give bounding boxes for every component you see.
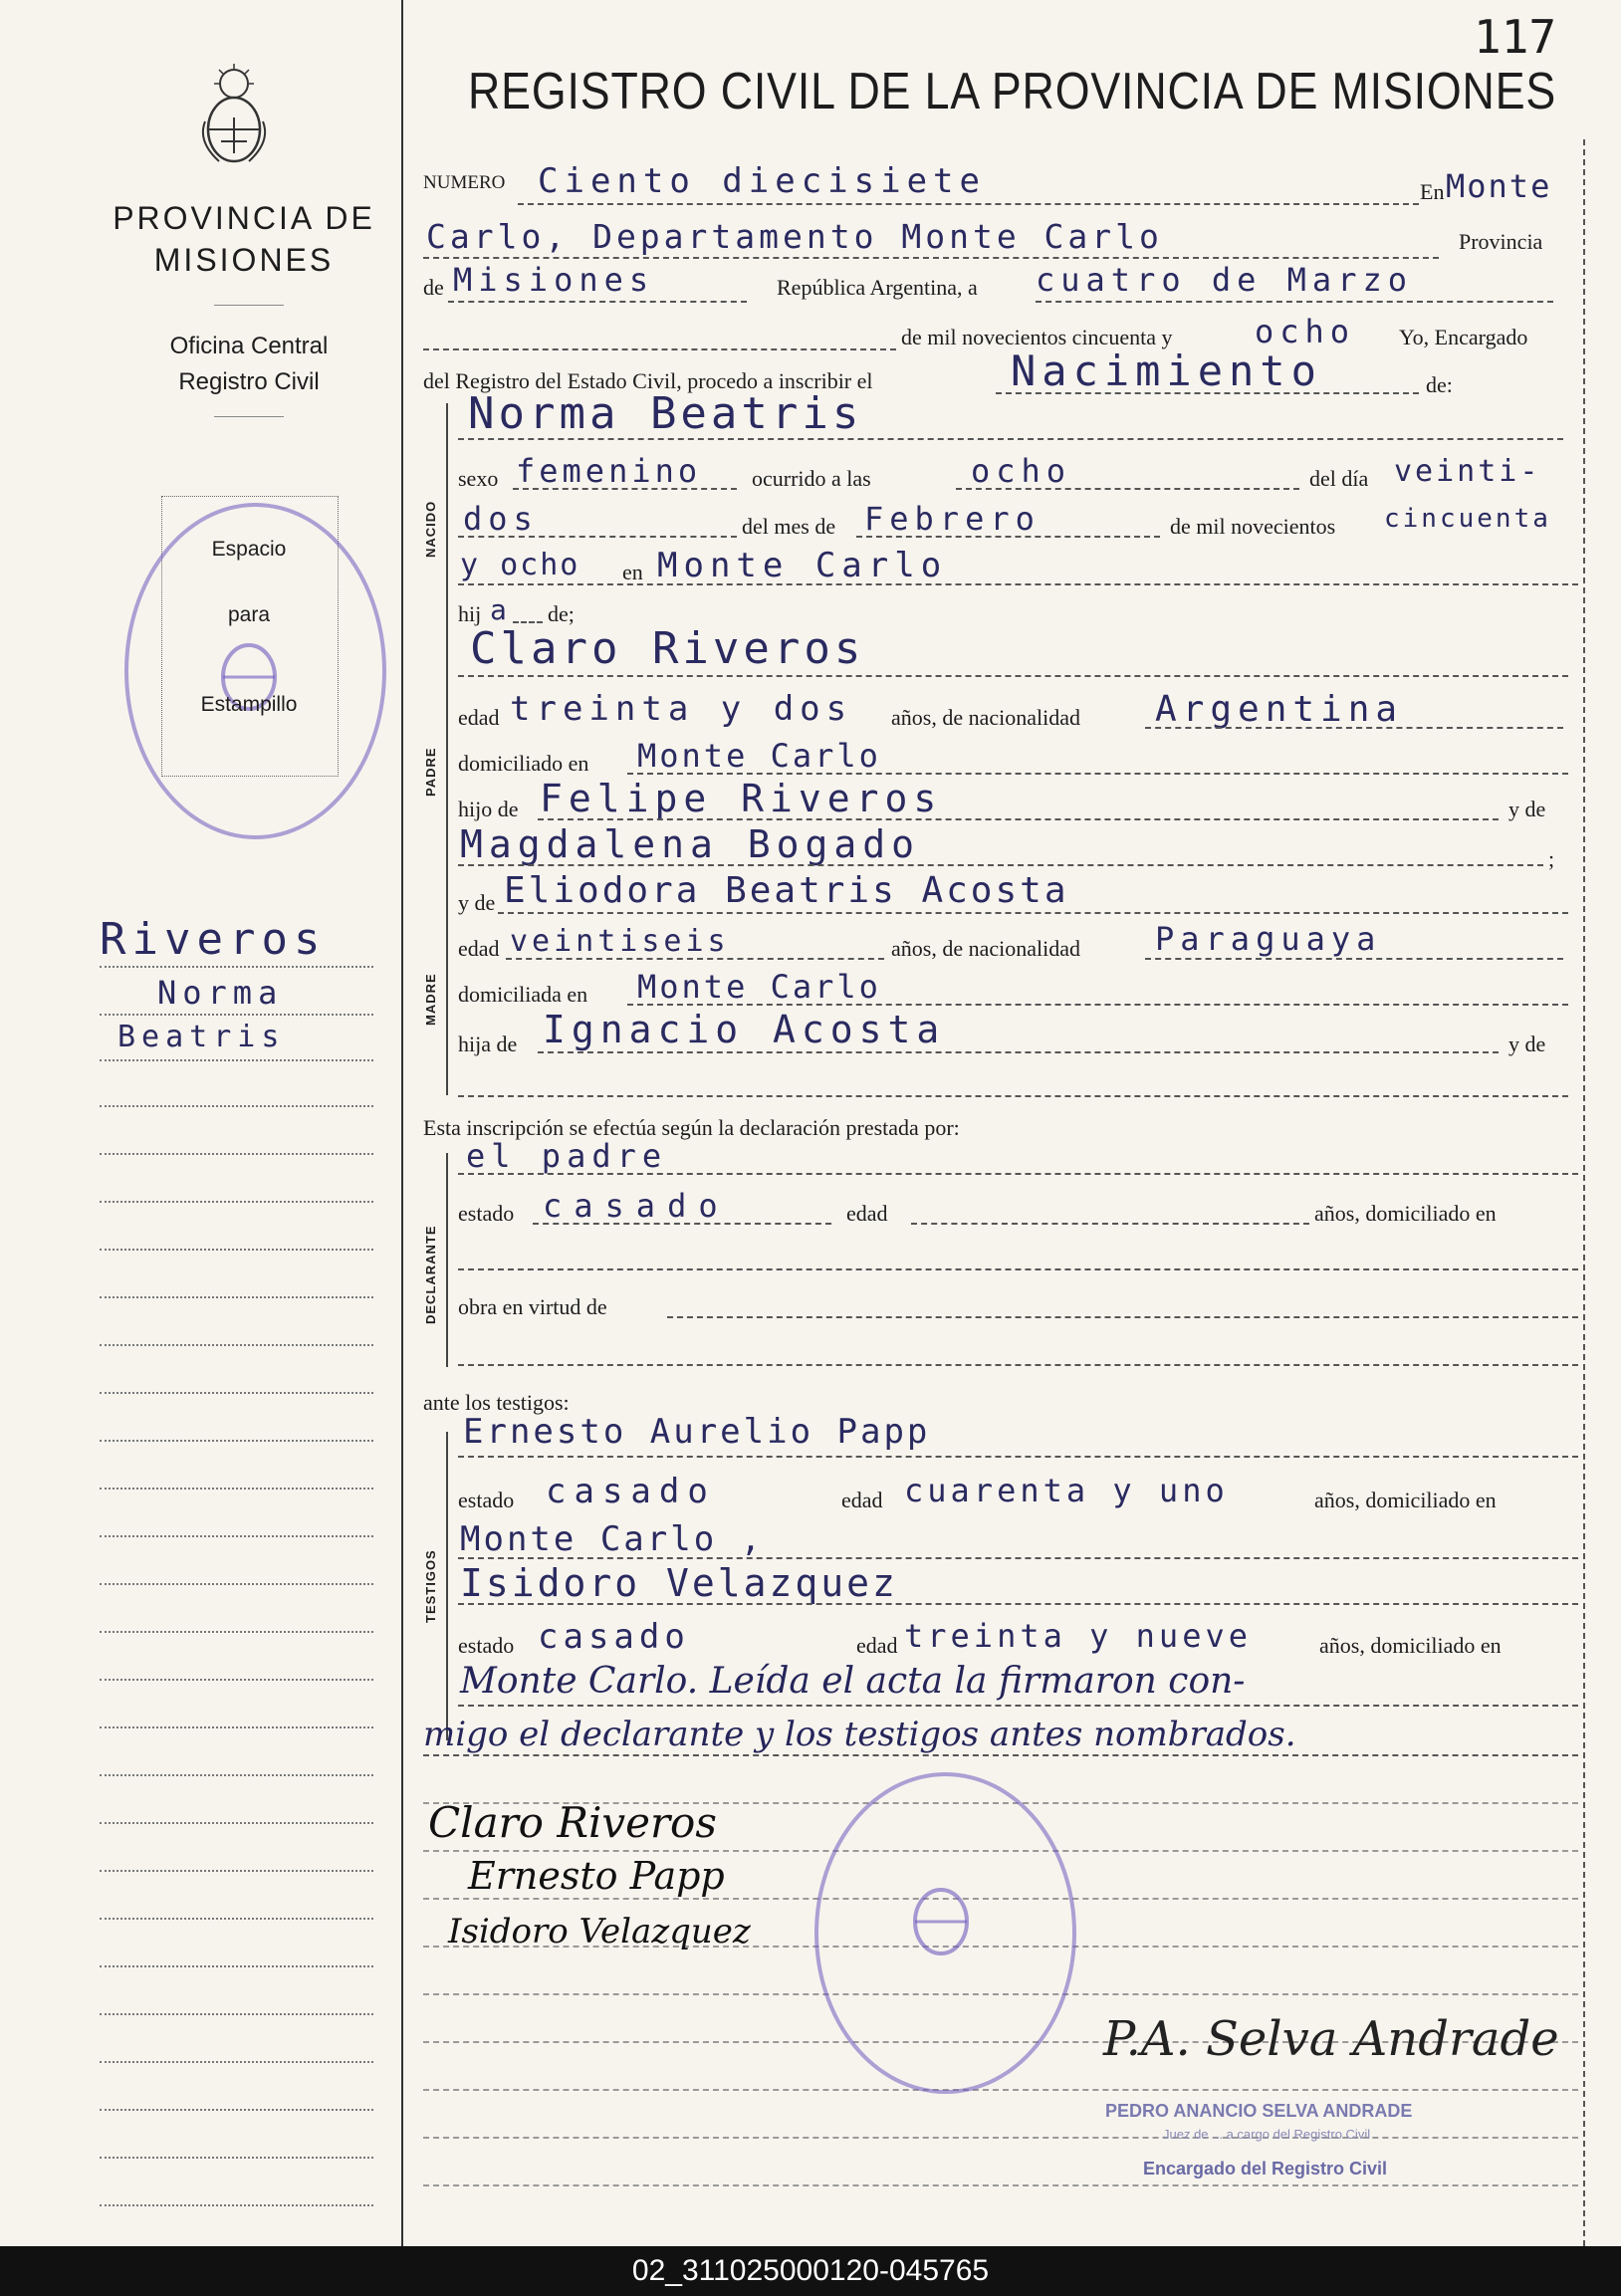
madre-edad-label: edad (458, 936, 500, 961)
rule (667, 1316, 1578, 1318)
margin-rule (100, 1488, 373, 1490)
declarante-edad-label: edad (846, 1201, 888, 1226)
madre-father-value: Ignacio Acosta (543, 1008, 946, 1051)
year-text-a: de mil novecientos cincuenta y (901, 325, 1173, 349)
margin-rule (100, 1774, 373, 1776)
margin-rule (100, 1870, 373, 1872)
year-value: ocho (1255, 313, 1356, 350)
margin-rule (100, 2157, 373, 2159)
signature-rule (423, 2137, 1578, 2139)
testigos-intro: ante los testigos: (423, 1390, 570, 1415)
section-label-padre: PADRE (423, 747, 438, 797)
section-label-declarante: DECLARANTE (423, 1225, 438, 1324)
nacido-name-value: Norma Beatris (468, 388, 863, 439)
margin-rule (100, 1631, 373, 1633)
padre-nac-value: Argentina (1155, 689, 1404, 730)
margin-surname: Riveros (100, 914, 327, 965)
rule (498, 912, 1568, 914)
rule (458, 1364, 1578, 1366)
office-line-2: Registro Civil (178, 368, 320, 395)
rule (458, 1268, 1578, 1270)
padre-edad-label: edad (458, 705, 500, 730)
section-bracket-nacido (446, 403, 448, 637)
rule (458, 438, 1563, 440)
madre-nac-value: Paraguaya (1155, 920, 1382, 958)
official-stamp-seal-icon (906, 1882, 976, 1961)
signature-rule (423, 2184, 1578, 2186)
rule (911, 1223, 1309, 1225)
margin-second-name: Beatris (117, 1020, 286, 1054)
rule (423, 1754, 1578, 1756)
en-value: Monte (1446, 167, 1552, 205)
declarante-anos-label: años, domiciliado en (1314, 1201, 1497, 1226)
padre-mother-value: Magdalena Bogado (460, 822, 921, 866)
declarante-intro: Esta inscripción se efectúa según la declaración prestada por: (423, 1115, 960, 1140)
hija-label: hij (458, 601, 482, 626)
stamp-box-label-1: Espacio (211, 538, 287, 561)
padre-domic-label: domiciliado en (458, 751, 589, 776)
rule (458, 1557, 1578, 1559)
official-title-1: Juez de ... a cargo del Registro Civil (1163, 2127, 1371, 2142)
rule (627, 773, 1568, 775)
closing-text: migo el declarante y los testigos antes nombrados. (423, 1715, 1296, 1754)
section-label-testigos: TESTIGOS (423, 1549, 438, 1623)
numero-value: Ciento diecisiete (538, 161, 986, 201)
place-value: Carlo, Departamento Monte Carlo (426, 217, 1163, 256)
en-label-2: en (622, 560, 643, 584)
rule (458, 864, 1543, 866)
rule (458, 1603, 1578, 1605)
margin-rule (100, 2109, 373, 2111)
hija-suffix: a (490, 593, 507, 626)
rule (506, 958, 884, 960)
rule (956, 488, 1299, 490)
margin-rule (100, 1918, 373, 1920)
signature-3: Isidoro Velazquez (448, 1912, 751, 1952)
testigo-1-anos-label: años, domiciliado en (1314, 1488, 1497, 1512)
rule (1036, 301, 1553, 303)
province-value: Misiones (453, 261, 655, 299)
section-bracket-declarante (446, 1153, 448, 1367)
testigo-2-name: Isidoro Velazquez (460, 1561, 898, 1605)
margin-rule (100, 1535, 373, 1537)
padre-semicolon: ; (1548, 846, 1555, 871)
rule (458, 536, 737, 538)
padre-hijo-label: hijo de (458, 797, 519, 821)
madre-nac-label: años, de nacionalidad (891, 936, 1080, 961)
provincia-label: Provincia (1459, 229, 1543, 254)
testigo-2-estado-label: estado (458, 1633, 515, 1658)
rule (538, 818, 1499, 820)
margin-rule (100, 1344, 373, 1346)
margin-rule (100, 1965, 373, 1967)
section-label-nacido: NACIDO (423, 500, 438, 558)
declarante-name-value: el padre (466, 1137, 668, 1175)
rule (458, 1173, 1578, 1175)
dia-value: veinti- (1394, 454, 1541, 489)
rule (100, 1059, 373, 1061)
footer-id: 02_311025000120-045765 (631, 2254, 990, 2287)
declarante-estado-label: estado (458, 1201, 515, 1226)
margin-rule (100, 1822, 373, 1824)
margin-rule (100, 1296, 373, 1298)
acto-value: Nacimiento (1011, 346, 1322, 395)
mes-value: Febrero (864, 500, 1041, 538)
declarante-obra-label: obra en virtud de (458, 1294, 607, 1319)
rule (533, 1223, 831, 1225)
rule (1145, 958, 1563, 960)
left-column (0, 0, 401, 2246)
dia-label: del día (1309, 466, 1369, 491)
de-label: de (423, 275, 444, 300)
margin-rule (100, 2061, 373, 2063)
testigo-1-estado-label: estado (458, 1488, 515, 1512)
padre-nac-label: años, de nacionalidad (891, 705, 1080, 730)
rule (100, 966, 373, 968)
rule (458, 583, 1578, 585)
rule (518, 203, 1419, 205)
hija-de: de; (548, 601, 575, 626)
sexo-value: femenino (516, 452, 702, 490)
madre-yde-label: y de (458, 890, 496, 915)
testigo-1-name: Ernesto Aurelio Papp (463, 1412, 931, 1452)
margin-rule (100, 1583, 373, 1585)
testigo-1-domic: Monte Carlo , (460, 1519, 765, 1559)
province-heading: PROVINCIA DE MISIONES (113, 200, 375, 278)
madre-domic-label: domiciliada en (458, 982, 588, 1007)
section-bracket-madre (446, 901, 448, 1095)
padre-y-de: y de (1508, 797, 1546, 821)
de-colon: de: (1426, 372, 1453, 397)
margin-rule (100, 1440, 373, 1442)
margin-rule (100, 2013, 373, 2015)
anio-label: de mil novecientos (1170, 514, 1336, 539)
margin-first-name: Norma (157, 974, 284, 1012)
testigo-2-edad: treinta y nueve (904, 1617, 1252, 1655)
padre-father-value: Felipe Riveros (540, 777, 943, 820)
rule (513, 488, 737, 490)
mes-label: del mes de (742, 514, 836, 539)
office-line-1: Oficina Central (169, 333, 329, 359)
ocurrido-label: ocurrido a las (752, 466, 871, 491)
column-divider (401, 0, 403, 2246)
rule (458, 1705, 1578, 1707)
madre-domic-value: Monte Carlo (637, 968, 881, 1006)
right-border (1583, 139, 1585, 2246)
padre-name-value: Claro Riveros (470, 623, 865, 674)
anio-value-2: y ocho (460, 548, 580, 582)
anio-value: cincuenta (1384, 504, 1551, 534)
date-value: cuatro de Marzo (1036, 261, 1413, 299)
madre-edad-value: veintiseis (510, 924, 730, 959)
declarante-estado-value: casado (543, 1187, 730, 1225)
hora-value: ocho (971, 452, 1072, 490)
official-title-2: Encargado del Registro Civil (1143, 2159, 1388, 2179)
testigo-1-edad-label: edad (841, 1488, 883, 1512)
margin-rule (100, 1249, 373, 1251)
rule (100, 1014, 373, 1016)
rule (458, 1095, 1568, 1097)
en-label: En (1420, 179, 1445, 204)
divider (214, 416, 284, 417)
numero-label: NUMERO (423, 172, 506, 193)
testigo-2-edad-label: edad (856, 1633, 898, 1658)
stamp-box-label-3: Estampillo (200, 693, 298, 716)
coat-of-arms-icon (199, 62, 269, 171)
rule (856, 536, 1160, 538)
page-number: 117 (1474, 10, 1557, 64)
lugar-value: Monte Carlo (657, 546, 948, 585)
testigo-2-domic: Monte Carlo. Leída el acta la firmaron con- (460, 1661, 1246, 1702)
signature-1: Claro Riveros (428, 1798, 717, 1847)
rule (458, 675, 1568, 677)
rule (448, 301, 747, 303)
testigo-1-estado: casado (546, 1472, 716, 1511)
madre-name-value: Eliodora Beatris Acosta (504, 870, 1069, 911)
margin-rule (100, 1726, 373, 1728)
official-signature: P.A. Selva Andrade (1103, 2011, 1559, 2067)
margin-rule (100, 2204, 373, 2206)
document-title: REGISTRO CIVIL DE LA PROVINCIA DE MISIONES (468, 63, 1557, 120)
section-bracket-padre (446, 637, 448, 901)
rule (423, 348, 896, 350)
section-label-madre: MADRE (423, 973, 438, 1026)
republica-label: República Argentina, a (777, 275, 978, 300)
rule (423, 257, 1439, 259)
padre-edad-value: treinta y dos (510, 689, 853, 729)
registro-text: del Registro del Estado Civil, procedo a inscribir el (423, 368, 873, 393)
testigo-2-anos-label: años, domiciliado en (1319, 1633, 1502, 1658)
section-bracket-testigos (446, 1432, 448, 1740)
testigo-1-edad: cuarenta y uno (904, 1472, 1229, 1509)
madre-y-de: y de (1508, 1032, 1546, 1056)
margin-rule (100, 1105, 373, 1107)
signature-rule (423, 2089, 1578, 2091)
dia-value-2: dos (463, 500, 539, 538)
margin-rule (100, 1153, 373, 1155)
rule (627, 1004, 1568, 1006)
official-name: PEDRO ANANCIO SELVA ANDRADE (1105, 2101, 1413, 2121)
padre-domic-value: Monte Carlo (637, 737, 881, 775)
rule (1145, 727, 1563, 729)
testigo-2-estado: casado (538, 1617, 690, 1657)
divider (214, 305, 284, 306)
year-text-b: Yo, Encargado (1399, 325, 1528, 349)
margin-rule (100, 1201, 373, 1203)
rule (458, 1456, 1578, 1458)
rule (538, 1051, 1499, 1053)
signature-2: Ernesto Papp (468, 1854, 725, 1898)
margin-rule (100, 1392, 373, 1394)
stamp-box-label-2: para (227, 603, 271, 626)
madre-hija-label: hija de (458, 1032, 518, 1056)
margin-rule (100, 1679, 373, 1681)
sexo-label: sexo (458, 466, 499, 491)
rule (996, 392, 1419, 394)
